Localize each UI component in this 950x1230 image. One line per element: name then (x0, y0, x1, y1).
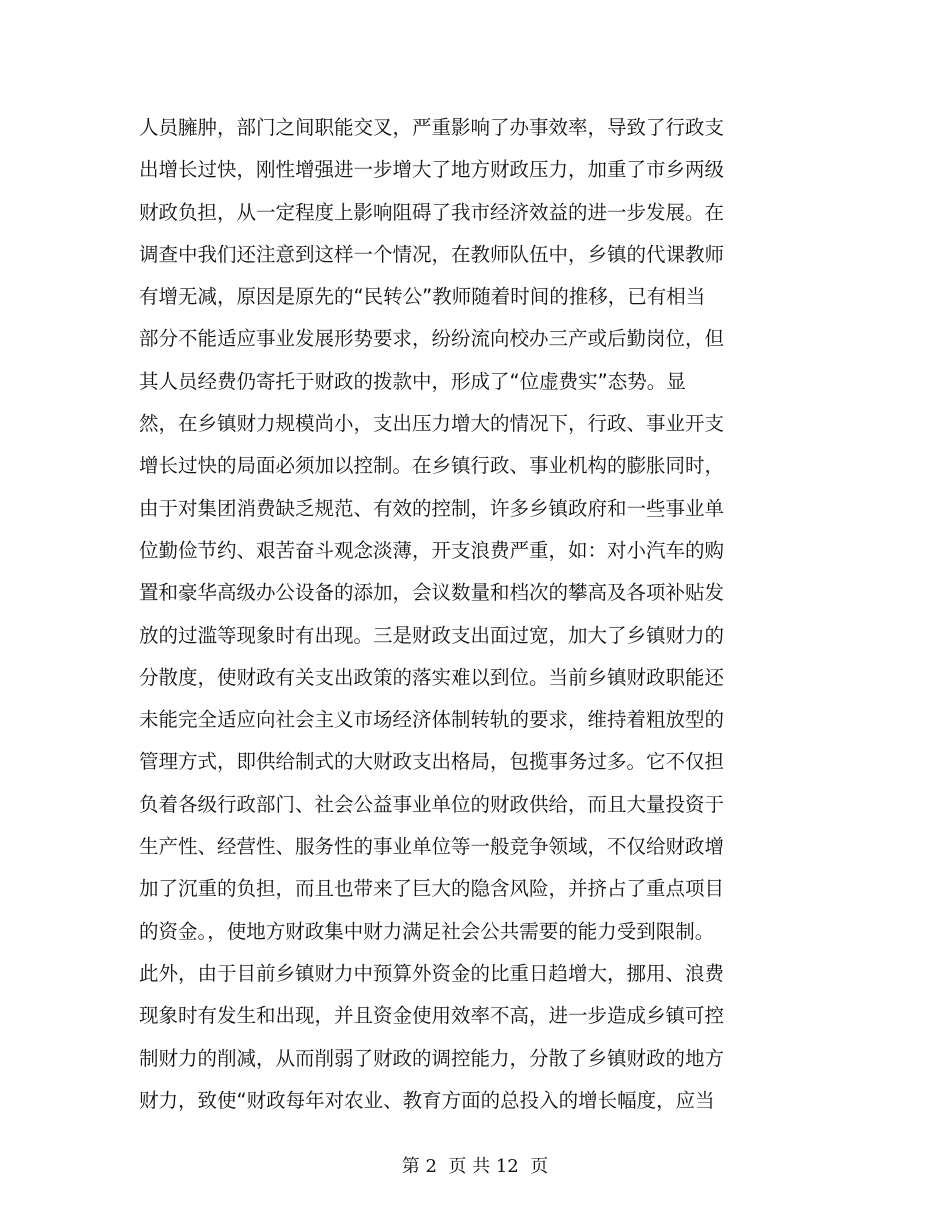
text-line: 调查中我们还注意到这样一个情况，在教师队伍中，乡镇的代课教师 (139, 242, 725, 266)
text-line: 未能完全适应向社会主义市场经济体制转轨的要求，维持着粗放型的 (139, 708, 725, 732)
text-line: 人员臃肿，部门之间职能交叉，严重影响了办事效率，导致了行政支 (139, 116, 725, 139)
text-line: 出增长过快，刚性增强进一步增大了地方财政压力，加重了市乡两级 (139, 158, 725, 182)
text-line: 管理方式，即供给制式的大财政支出格局，包揽事务过多。它不仅担 (139, 750, 725, 774)
text-line: 财政负担，从一定程度上影响阻碍了我市经济效益的进一步发展。在 (139, 200, 725, 224)
text-line: 置和豪华高级办公设备的添加，会议数量和档次的攀高及各项补贴发 (139, 581, 725, 605)
text-line: 其人员经费仍寄托于财政的拨款中，形成了“位虚费实”态势。显 (139, 369, 686, 393)
text-line: 生产性、经营性、服务性的事业单位等一般竞争领域，不仅给财政增 (139, 835, 725, 859)
text-line: 由于对集团消费缺乏规范、有效的控制，许多乡镇政府和一些事业单 (139, 496, 725, 520)
text-line: 部分不能适应事业发展形势要求，纷纷流向校办三产或后勤岗位，但 (139, 327, 725, 351)
text-line: 加了沉重的负担，而且也带来了巨大的隐含风险，并挤占了重点项目 (139, 877, 725, 901)
text-line: 分散度，使财政有关支出政策的落实难以到位。当前乡镇财政职能还 (139, 665, 725, 689)
body-text (139, 107, 759, 1122)
text-line: 负着各级行政部门、社会公益事业单位的财政供给，而且大量投资于 (139, 792, 725, 816)
text-line: 现象时有发生和出现，并且资金使用效率不高，进一步造成乡镇可控 (139, 1004, 725, 1028)
text-line: 此外，由于目前乡镇财力中预算外资金的比重日趋增大，挪用、浪费 (139, 961, 725, 985)
text-line: 然，在乡镇财力规模尚小，支出压力增大的情况下，行政、事业开支 (139, 412, 725, 436)
text-line: 位勤俭节约、艰苦奋斗观念淡薄，开支浪费严重，如：对小汽车的购 (139, 538, 725, 562)
text-line: 财力，致使“财政每年对农业、教育方面的总投入的增长幅度，应当 (139, 1088, 715, 1112)
text-line: 增长过快的局面必须加以控制。在乡镇行政、事业机构的膨胀同时， (139, 454, 725, 478)
text-line: 放的过滥等现象时有出现。三是财政支出面过宽，加大了乡镇财力的 (139, 623, 725, 647)
page-number-footer: 第 2 页 共 12 页 (401, 1156, 549, 1177)
text-line: 制财力的削减，从而削弱了财政的调控能力，分散了乡镇财政的地方 (139, 1046, 725, 1070)
text-line: 有增无减，原因是原先的“民转公”教师随着时间的推移，已有相当 (139, 285, 706, 309)
text-line: 的资金。，使地方财政集中财力满足社会公共需要的能力受到限制。 (139, 919, 715, 943)
